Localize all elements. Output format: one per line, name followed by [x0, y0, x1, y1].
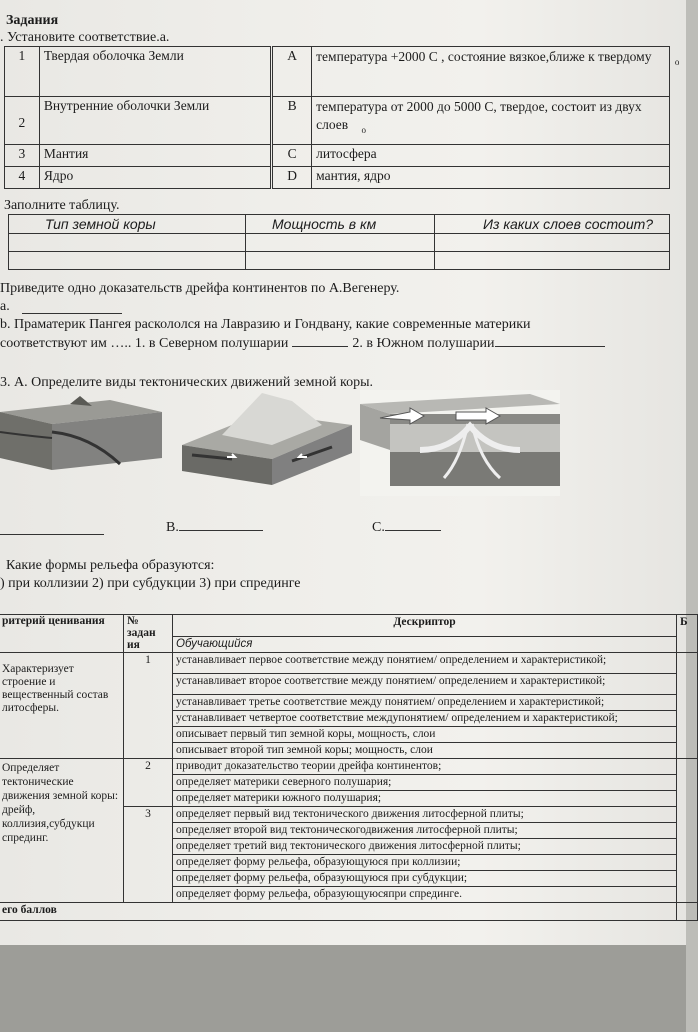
total-row: его баллов [0, 903, 677, 921]
empty-cell[interactable] [246, 252, 435, 270]
score-cell[interactable] [677, 759, 698, 903]
descriptor-row: определяет первый вид тектонического движения литосферной плиты; [173, 807, 677, 823]
task3-title: 3. А. Определите виды тектонических движений земной коры. [0, 375, 373, 390]
term-cell: Внутренние оболочки Земли [39, 97, 271, 145]
empty-cell[interactable] [246, 234, 435, 252]
empty-cell[interactable] [435, 234, 670, 252]
relief-options: ) при коллизии 2) при субдукции 3) при спрединге [0, 576, 301, 591]
empty-cell[interactable] [435, 252, 670, 270]
descriptor-row: устанавливает третье соответствие между понятием/ определением и характеристикой; [173, 695, 677, 711]
task-num-1: 1 [124, 653, 173, 759]
term-cell: Мантия [39, 145, 271, 167]
row-num: 4 [5, 167, 40, 189]
descriptor-row: приводит доказательство теории дрейфа континентов; [173, 759, 677, 775]
table-surface [0, 945, 686, 1032]
descriptor-row: описывает первый тип земной коры, мощность, слои [173, 727, 677, 743]
collision-illustration [172, 385, 356, 493]
task2-line2: b. Праматерик Пангея раскололся на Лавразию и Гондвану, какие современные материки [0, 317, 531, 332]
term-cell: Твердая оболочка Земли [39, 47, 271, 97]
task-num-3: 3 [124, 807, 173, 903]
empty-cell[interactable] [9, 234, 246, 252]
relief-question: Какие формы рельефа образуются: [6, 558, 215, 573]
criterion-1: Характеризует строение и вещественный состав литосферы. [0, 653, 124, 759]
letter-cell: В [272, 97, 312, 145]
row-num: 2 [5, 97, 40, 145]
matching-table [4, 46, 680, 189]
desc-cell: температура от 2000 до 5000 С, твердое, состоит из двух слоев $_о$ [312, 97, 670, 145]
descriptor-row: описывает второй тип земной коры; мощность, слои [173, 743, 677, 759]
descriptor-row: устанавливает второе соответствие между понятием/ определением и характеристикой; [173, 674, 677, 695]
descriptor-row: определяет форму рельефа, образующуюся при субдукции; [173, 871, 677, 887]
crust-table [8, 214, 670, 270]
answer-a-line[interactable] [0, 534, 104, 535]
spreading-illustration [360, 390, 560, 496]
descriptor-row: определяет материки южного полушария; [173, 791, 677, 807]
task2-line1: Приведите одно доказательств дрейфа континентов по А.Вегенеру. [0, 281, 400, 296]
task2-line3: соответствуют им ….. 1. в Северном полушарии 2. в Южном полушарии [0, 336, 605, 352]
score-cell[interactable] [677, 653, 698, 759]
descriptor-row: определяет третий вид тектонического движения литосферной плиты; [173, 839, 677, 855]
subduction-illustration [0, 392, 162, 472]
descriptor-row: устанавливает четвертое соответствие междупонятием/ определением и характеристикой; [173, 711, 677, 727]
criteria-header: ритерий ценивания [0, 615, 124, 653]
letter-cell: А [272, 47, 312, 97]
header-thickness: Мощность в км [246, 215, 435, 234]
answer-c: С. [372, 520, 441, 536]
desc-cell: температура +2000 С , состояние вязкое,ближе к твердому $_о$ [312, 47, 670, 97]
task2-item-a: а. [0, 299, 10, 314]
letter-cell: С [272, 145, 312, 167]
task-num-2: 2 [124, 759, 173, 807]
score-header: Б [677, 615, 698, 653]
header-title: Задания [6, 13, 59, 28]
row-num: 1 [5, 47, 40, 97]
desc-cell: мантия, ядро [312, 167, 670, 189]
answer-b: В. [166, 520, 263, 536]
header-layers: Из каких слоев состоит? [435, 215, 670, 234]
criterion-2: Определяет тектонические движения земной коры: дрейф, коллизия,субдукци спрединг. [0, 759, 124, 903]
descriptor-row: определяет форму рельефа, образующуюся при коллизии; [173, 855, 677, 871]
header-crust-type: Тип земной коры [9, 215, 246, 234]
descriptor-row: определяет материки северного полушария; [173, 775, 677, 791]
letter-cell: D [272, 167, 312, 189]
descriptor-row: устанавливает первое соответствие между понятием/ определением и характеристикой; [173, 653, 677, 674]
descriptor-header: Дескриптор [173, 615, 677, 637]
sub-header: Обучающийся [173, 637, 677, 653]
num-header: № задан ия [124, 615, 173, 653]
desc-cell: литосфера [312, 145, 670, 167]
descriptor-row: определяет второй вид тектоническогодвижения литосферной плиты; [173, 823, 677, 839]
row-num: 3 [5, 145, 40, 167]
total-score-cell[interactable] [677, 903, 698, 921]
empty-cell[interactable] [9, 252, 246, 270]
descriptor-row: определяет форму рельефа, образующуюсяпри спрединге. [173, 887, 677, 903]
fill-instruction: Заполните таблицу. [4, 198, 120, 213]
criteria-table [0, 614, 698, 921]
answer-a-line[interactable] [22, 313, 122, 314]
task1-instruction: . Установите соответствие.а. [0, 30, 170, 45]
term-cell: Ядро [39, 167, 271, 189]
